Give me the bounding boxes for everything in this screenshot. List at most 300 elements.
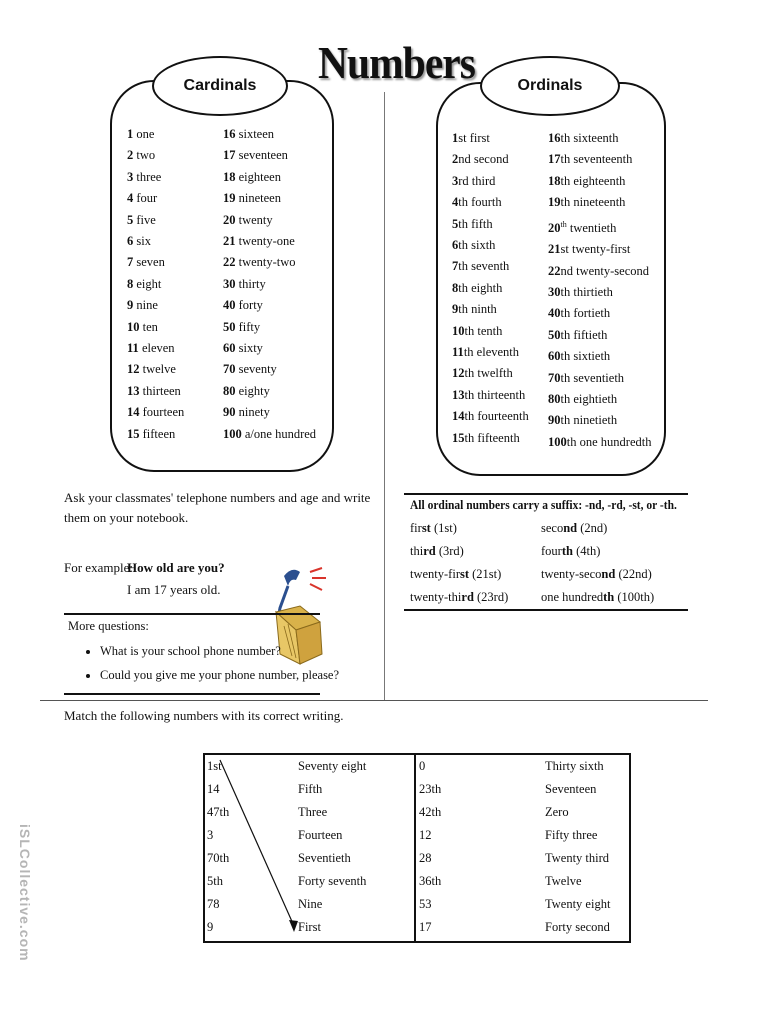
cardinal-word: eighteen <box>238 169 281 184</box>
match-left-number: 47th <box>207 805 230 819</box>
suffix-ending: th <box>603 590 615 604</box>
cardinal-number: 15 <box>127 426 140 441</box>
ordinal-row <box>452 256 529 277</box>
cardinal-row <box>223 252 316 273</box>
suffix-example <box>410 586 508 609</box>
ordinal-number: 4 <box>452 195 459 210</box>
ordinal-number: 16 <box>548 131 561 145</box>
match-right-word: Twelve <box>545 874 582 888</box>
ordinal-number: 40 <box>548 306 561 321</box>
cardinal-number: 16 <box>223 127 236 141</box>
match-left-number: 1st <box>207 759 222 773</box>
ordinal-number: 19 <box>548 195 561 210</box>
cardinal-row <box>127 252 184 273</box>
ordinal-suffix: th <box>566 434 577 449</box>
ordinal-number: 60 <box>548 349 561 364</box>
ordinal-suffix: th <box>560 131 571 145</box>
match-left-number: 14 <box>207 782 220 796</box>
ordinal-suffix: th <box>560 306 571 321</box>
ordinal-row <box>548 346 651 367</box>
cardinal-row <box>127 338 184 359</box>
cardinal-number: 30 <box>223 276 236 291</box>
ordinal-row <box>548 368 651 389</box>
ordinal-suffix: th <box>560 173 571 188</box>
ordinal-word: ninth <box>471 302 497 317</box>
ordinal-word: twenty-first <box>571 242 631 257</box>
suffix-abbr: (22nd) <box>618 567 652 581</box>
ordinal-number: 6 <box>452 238 459 253</box>
ordinal-number: 1 <box>452 131 459 145</box>
ordinal-suffix: nd <box>560 263 573 278</box>
cardinal-word: seven <box>136 255 165 270</box>
match-right-word: Fifty three <box>545 828 598 842</box>
match-right-word: Twenty third <box>545 851 610 865</box>
ordinal-word: fiftieth <box>573 327 608 342</box>
ordinal-suffix: th <box>458 238 468 253</box>
suffix-ending: st <box>421 521 431 535</box>
example-label: For example: <box>64 560 133 575</box>
ordinal-suffix: th <box>560 195 571 210</box>
suffix-ending: rd <box>461 590 474 604</box>
cardinal-word: twelve <box>142 362 176 377</box>
suffix-stem: twenty-fir <box>410 567 460 581</box>
ordinal-row <box>452 299 529 320</box>
ordinal-word: seventh <box>471 259 510 274</box>
cardinal-number: 10 <box>127 319 140 334</box>
ordinal-row <box>452 149 529 170</box>
cardinal-word: one <box>136 127 155 141</box>
match-left-number: 5th <box>207 874 223 888</box>
ordinal-word: third <box>471 173 496 188</box>
suffix-stem: fir <box>410 521 422 535</box>
cardinal-word: four <box>136 191 158 206</box>
ordinal-row <box>452 428 529 449</box>
ordinal-number: 5 <box>452 216 459 231</box>
ordinal-suffix: th <box>458 195 468 210</box>
ordinal-suffix: st <box>560 242 569 257</box>
cardinal-word: six <box>136 234 151 249</box>
cardinal-row <box>127 145 184 166</box>
cardinal-word: forty <box>238 298 263 313</box>
ordinal-suffix: th <box>463 345 474 360</box>
cardinals-header <box>152 56 288 116</box>
suffix-example <box>410 517 508 540</box>
match-left-number: 70th <box>207 851 230 865</box>
ordinal-suffix: st <box>458 131 467 145</box>
match-left-number: 78 <box>207 897 220 911</box>
suffix-ending: nd <box>563 521 578 535</box>
cardinal-word: eighty <box>238 383 270 398</box>
cardinal-word: fourteen <box>142 405 185 420</box>
ordinal-row <box>548 410 651 431</box>
ordinal-row <box>452 192 529 213</box>
ordinal-row <box>548 303 651 324</box>
suffix-abbr: (4th) <box>576 544 601 558</box>
cardinal-number: 21 <box>223 234 236 249</box>
match-right-number: 36th <box>419 874 442 888</box>
cardinal-row <box>127 424 184 445</box>
ordinal-suffix: th <box>464 430 475 445</box>
suffix-example <box>410 563 508 586</box>
cardinal-number: 19 <box>223 191 236 206</box>
cardinal-word: thirty <box>238 276 266 291</box>
cardinal-word: ninety <box>238 405 270 420</box>
ordinal-row <box>548 239 651 260</box>
cardinal-number: 4 <box>127 191 134 206</box>
match-right-number: 17 <box>419 920 432 934</box>
cardinal-number: 6 <box>127 234 134 249</box>
cardinal-row <box>223 145 316 166</box>
ordinal-number: 7 <box>452 259 459 274</box>
cardinal-row <box>127 124 184 145</box>
cardinal-number: 20 <box>223 212 236 227</box>
cardinal-number: 70 <box>223 362 236 377</box>
ordinal-number: 9 <box>452 302 459 317</box>
ordinal-number: 21 <box>548 242 561 257</box>
ordinal-word: thirtieth <box>573 285 613 299</box>
cardinal-word: eleven <box>141 341 175 356</box>
cardinal-number: 90 <box>223 405 236 420</box>
ordinal-row <box>548 128 651 149</box>
ordinal-row <box>548 171 651 192</box>
suffix-example <box>541 540 654 563</box>
ordinal-row <box>548 325 651 346</box>
cardinal-number: 22 <box>223 255 236 270</box>
example-answer: I am 17 years old. <box>127 582 221 597</box>
match-left-word: First <box>298 920 321 934</box>
ordinal-number: 22 <box>548 263 561 278</box>
match-left-word: Nine <box>298 897 323 911</box>
ordinal-word: tenth <box>477 323 503 338</box>
suffix-example <box>410 540 508 563</box>
cardinal-number: 14 <box>127 405 140 420</box>
suffix-stem: seco <box>541 521 564 535</box>
ordinal-number: 90 <box>548 413 561 428</box>
cardinal-row <box>127 188 184 209</box>
cardinal-row <box>223 424 316 445</box>
ordinal-row <box>548 282 651 303</box>
vertical-divider <box>384 92 385 700</box>
more-questions-label: More questions: <box>68 619 149 633</box>
cardinal-word: ten <box>142 319 158 334</box>
cardinal-row <box>127 231 184 252</box>
cardinal-word: nineteen <box>238 191 281 206</box>
ordinal-suffix: nd <box>458 152 471 167</box>
section-divider <box>40 700 708 701</box>
ordinal-word: sixteenth <box>573 131 619 145</box>
cardinal-row <box>223 210 316 231</box>
ordinal-row <box>452 385 529 406</box>
suffix-examples-left <box>410 517 508 609</box>
ordinal-suffix: th <box>560 349 571 364</box>
cardinal-word: fifty <box>238 319 261 334</box>
match-right-number: 42th <box>419 805 442 819</box>
ordinal-row <box>548 389 651 410</box>
cardinal-word: fifteen <box>142 426 176 441</box>
cardinal-row <box>127 359 184 380</box>
match-right-numbers <box>419 755 441 939</box>
ordinal-word: seventeenth <box>573 152 633 167</box>
ordinal-word: sixtieth <box>573 349 611 364</box>
cardinal-word: nine <box>136 298 158 313</box>
cardinal-number: 100 <box>223 426 242 441</box>
question-item: • What is your school phone number? <box>100 639 339 663</box>
cardinal-word: twenty-two <box>238 255 296 270</box>
ordinal-word: one hundredth <box>579 434 652 449</box>
ordinal-suffix: th <box>560 285 571 299</box>
suffix-abbr: (100th) <box>617 590 655 604</box>
cardinal-row <box>127 274 184 295</box>
ordinal-suffix: th <box>560 370 571 385</box>
cardinal-row <box>223 124 316 145</box>
match-right-words <box>545 755 610 939</box>
suffix-abbr: (2nd) <box>580 521 608 535</box>
ordinal-suffix: th <box>464 387 475 402</box>
ordinal-word: seventieth <box>573 370 625 385</box>
ordinal-suffix: th <box>560 152 571 167</box>
ordinal-row <box>452 342 529 363</box>
ordinal-word: fifth <box>471 216 493 231</box>
cardinal-number: 80 <box>223 383 236 398</box>
suffix-example <box>541 586 654 609</box>
ordinal-word: eighteenth <box>573 173 626 188</box>
suffix-abbr: (23rd) <box>477 590 509 604</box>
ordinal-suffix: th <box>458 280 468 295</box>
ordinal-number: 18 <box>548 173 561 188</box>
cardinal-number: 50 <box>223 319 236 334</box>
activity-instruction: Ask your classmates' telephone numbers and age and write them on your notebook. <box>64 490 371 525</box>
ordinal-number: 3 <box>452 173 459 188</box>
suffix-stem: twenty-thi <box>410 590 462 604</box>
ordinal-row <box>452 278 529 299</box>
ordinal-number: 30 <box>548 285 561 299</box>
ordinal-suffix: th <box>464 323 475 338</box>
cardinal-number: 12 <box>127 362 140 377</box>
match-right-number: 53 <box>419 897 432 911</box>
cardinal-row <box>223 381 316 402</box>
cardinal-word: seventy <box>238 362 277 377</box>
ordinal-number: 50 <box>548 327 561 342</box>
ordinals-header-label: Ordinals <box>517 77 583 94</box>
cardinal-number: 1 <box>127 127 134 141</box>
ordinal-row <box>452 214 529 235</box>
ordinal-word: fourth <box>471 195 502 210</box>
ordinal-word: nineteenth <box>573 195 626 210</box>
cardinal-row <box>223 188 316 209</box>
suffix-examples-right <box>541 517 654 609</box>
ordinal-word: eleventh <box>476 345 520 360</box>
ordinal-word: fourteenth <box>477 409 529 424</box>
ordinal-number: 17 <box>548 152 561 167</box>
cardinal-number: 18 <box>223 169 236 184</box>
ordinals-list-right <box>548 128 651 453</box>
ordinal-row <box>548 261 651 282</box>
ordinal-number: 10 <box>452 323 465 338</box>
ordinal-number: 8 <box>452 280 459 295</box>
ordinal-number: 12 <box>452 366 465 381</box>
cardinal-word: sixteen <box>238 127 275 141</box>
ordinal-suffix: th <box>560 327 571 342</box>
ordinal-word: ninetieth <box>573 413 618 428</box>
cardinal-row <box>223 317 316 338</box>
match-right-word: Thirty sixth <box>545 759 604 773</box>
match-left-word: Seventieth <box>298 851 351 865</box>
ordinal-word: eightieth <box>573 392 618 407</box>
ordinal-word: twentieth <box>569 220 617 235</box>
cardinal-word: seventeen <box>238 148 288 163</box>
match-left-word: Fifth <box>298 782 323 796</box>
ordinal-suffix: th <box>458 259 468 274</box>
ordinal-row <box>548 214 651 240</box>
ordinal-row <box>452 171 529 192</box>
match-table-divider <box>414 753 416 941</box>
cardinal-word: twenty-one <box>238 234 295 249</box>
questions-bottom-rule <box>64 693 320 695</box>
suffix-bottom-rule <box>404 609 688 611</box>
match-right-word: Twenty eight <box>545 897 611 911</box>
match-right-number: 12 <box>419 828 432 842</box>
suffix-ending: rd <box>423 544 436 558</box>
cardinals-header-label: Cardinals <box>183 77 257 94</box>
suffix-abbr: (21st) <box>472 567 502 581</box>
cardinal-number: 40 <box>223 298 236 313</box>
ordinal-row <box>452 363 529 384</box>
cardinal-row <box>127 167 184 188</box>
ordinal-word: twenty-second <box>576 263 650 278</box>
match-right-word: Seventeen <box>545 782 597 796</box>
ordinal-word: first <box>469 131 490 145</box>
ordinals-list-left <box>452 128 529 449</box>
ordinal-word: sixth <box>471 238 496 253</box>
cardinal-number: 17 <box>223 148 236 163</box>
cardinal-row <box>127 317 184 338</box>
cardinal-row <box>127 381 184 402</box>
cardinal-number: 2 <box>127 148 134 163</box>
cardinal-row <box>223 402 316 423</box>
cardinal-word: a/one hundred <box>244 426 317 441</box>
cardinal-row <box>127 402 184 423</box>
ordinals-header <box>480 56 620 116</box>
match-instruction: Match the following numbers with its correct writing. <box>64 708 344 723</box>
cardinal-number: 9 <box>127 298 134 313</box>
cardinal-number: 13 <box>127 383 140 398</box>
ordinal-row <box>548 149 651 170</box>
cardinal-row <box>223 167 316 188</box>
suffix-stem: one hundred <box>541 590 604 604</box>
ordinal-word: fifteenth <box>477 430 520 445</box>
ordinal-row <box>548 192 651 213</box>
questions-list <box>66 639 339 687</box>
suffix-example <box>541 563 654 586</box>
cardinal-row <box>223 295 316 316</box>
cardinal-word: two <box>136 148 156 163</box>
match-right-number: 23th <box>419 782 442 796</box>
cardinal-row <box>223 274 316 295</box>
cardinal-number: 5 <box>127 212 134 227</box>
cardinal-word: three <box>136 169 162 184</box>
ordinal-row <box>452 128 529 149</box>
ordinal-suffix: th <box>560 392 571 407</box>
ordinal-row <box>548 432 651 453</box>
ordinal-number: 2 <box>452 152 459 167</box>
suffix-ending: nd <box>601 567 616 581</box>
match-left-word: Three <box>298 805 328 819</box>
suffix-ending: st <box>459 567 470 581</box>
ordinal-suffix: th <box>560 413 571 428</box>
ordinal-suffix: th <box>464 409 475 424</box>
ordinal-suffix: th <box>458 302 468 317</box>
cardinal-row <box>223 359 316 380</box>
ordinal-suffix: th <box>458 216 468 231</box>
ordinal-word: second <box>473 152 509 167</box>
cardinal-number: 3 <box>127 169 134 184</box>
suffix-stem: four <box>541 544 562 558</box>
match-right-word: Zero <box>545 805 569 819</box>
cardinal-number: 8 <box>127 276 134 291</box>
example-question: How old are you? <box>127 560 225 575</box>
cardinal-word: sixty <box>238 341 263 356</box>
match-right-number: 28 <box>419 851 432 865</box>
ordinal-number: 14 <box>452 409 465 424</box>
ordinal-row <box>452 321 529 342</box>
match-left-number: 9 <box>207 920 214 934</box>
cardinal-number: 7 <box>127 255 134 270</box>
suffix-rule: All ordinal numbers carry a suffix: -nd, -rd, -st, or -th. <box>410 498 677 512</box>
ordinal-number: 11 <box>452 345 464 360</box>
ordinal-number: 100 <box>548 434 567 449</box>
suffix-abbr: (3rd) <box>438 544 464 558</box>
cardinals-list-right <box>223 124 316 445</box>
ordinal-row <box>452 406 529 427</box>
match-left-word: Forty seventh <box>298 874 367 888</box>
cardinal-word: eight <box>136 276 162 291</box>
ordinal-number: 70 <box>548 370 561 385</box>
ordinal-number: 20 <box>548 220 561 235</box>
watermark <box>4 818 33 1008</box>
suffix-stem: thi <box>410 544 424 558</box>
cardinal-row <box>127 210 184 231</box>
page-title: Numbers <box>318 37 476 88</box>
match-left-number: 3 <box>207 828 214 842</box>
cardinal-row <box>223 338 316 359</box>
cardinal-number: 11 <box>127 341 139 356</box>
suffix-ending: th <box>561 544 573 558</box>
suffix-abbr: (1st) <box>433 521 457 535</box>
watermark-text: iSLCollective.com <box>17 824 33 962</box>
suffix-example <box>541 517 654 540</box>
cardinal-word: thirteen <box>142 383 181 398</box>
ordinal-word: thirteenth <box>477 387 526 402</box>
ordinal-number: 13 <box>452 387 465 402</box>
ordinal-word: fortieth <box>573 306 611 321</box>
ordinal-suffix: th <box>464 366 475 381</box>
cardinal-row <box>223 231 316 252</box>
ordinal-number: 15 <box>452 430 465 445</box>
example-match-arrow <box>200 750 310 940</box>
cardinal-row <box>127 295 184 316</box>
match-left-word: Seventy eight <box>298 759 367 773</box>
cardinals-list-left <box>127 124 184 445</box>
ordinal-suffix: rd <box>458 173 469 188</box>
ordinal-word: eighth <box>471 280 503 295</box>
ordinal-suffix: th <box>560 219 567 229</box>
cardinal-word: five <box>136 212 156 227</box>
suffix-stem: twenty-seco <box>541 567 602 581</box>
ordinal-row <box>452 235 529 256</box>
ordinal-number: 80 <box>548 392 561 407</box>
match-right-word: Forty second <box>545 920 610 934</box>
ordinal-word: twelfth <box>477 366 513 381</box>
